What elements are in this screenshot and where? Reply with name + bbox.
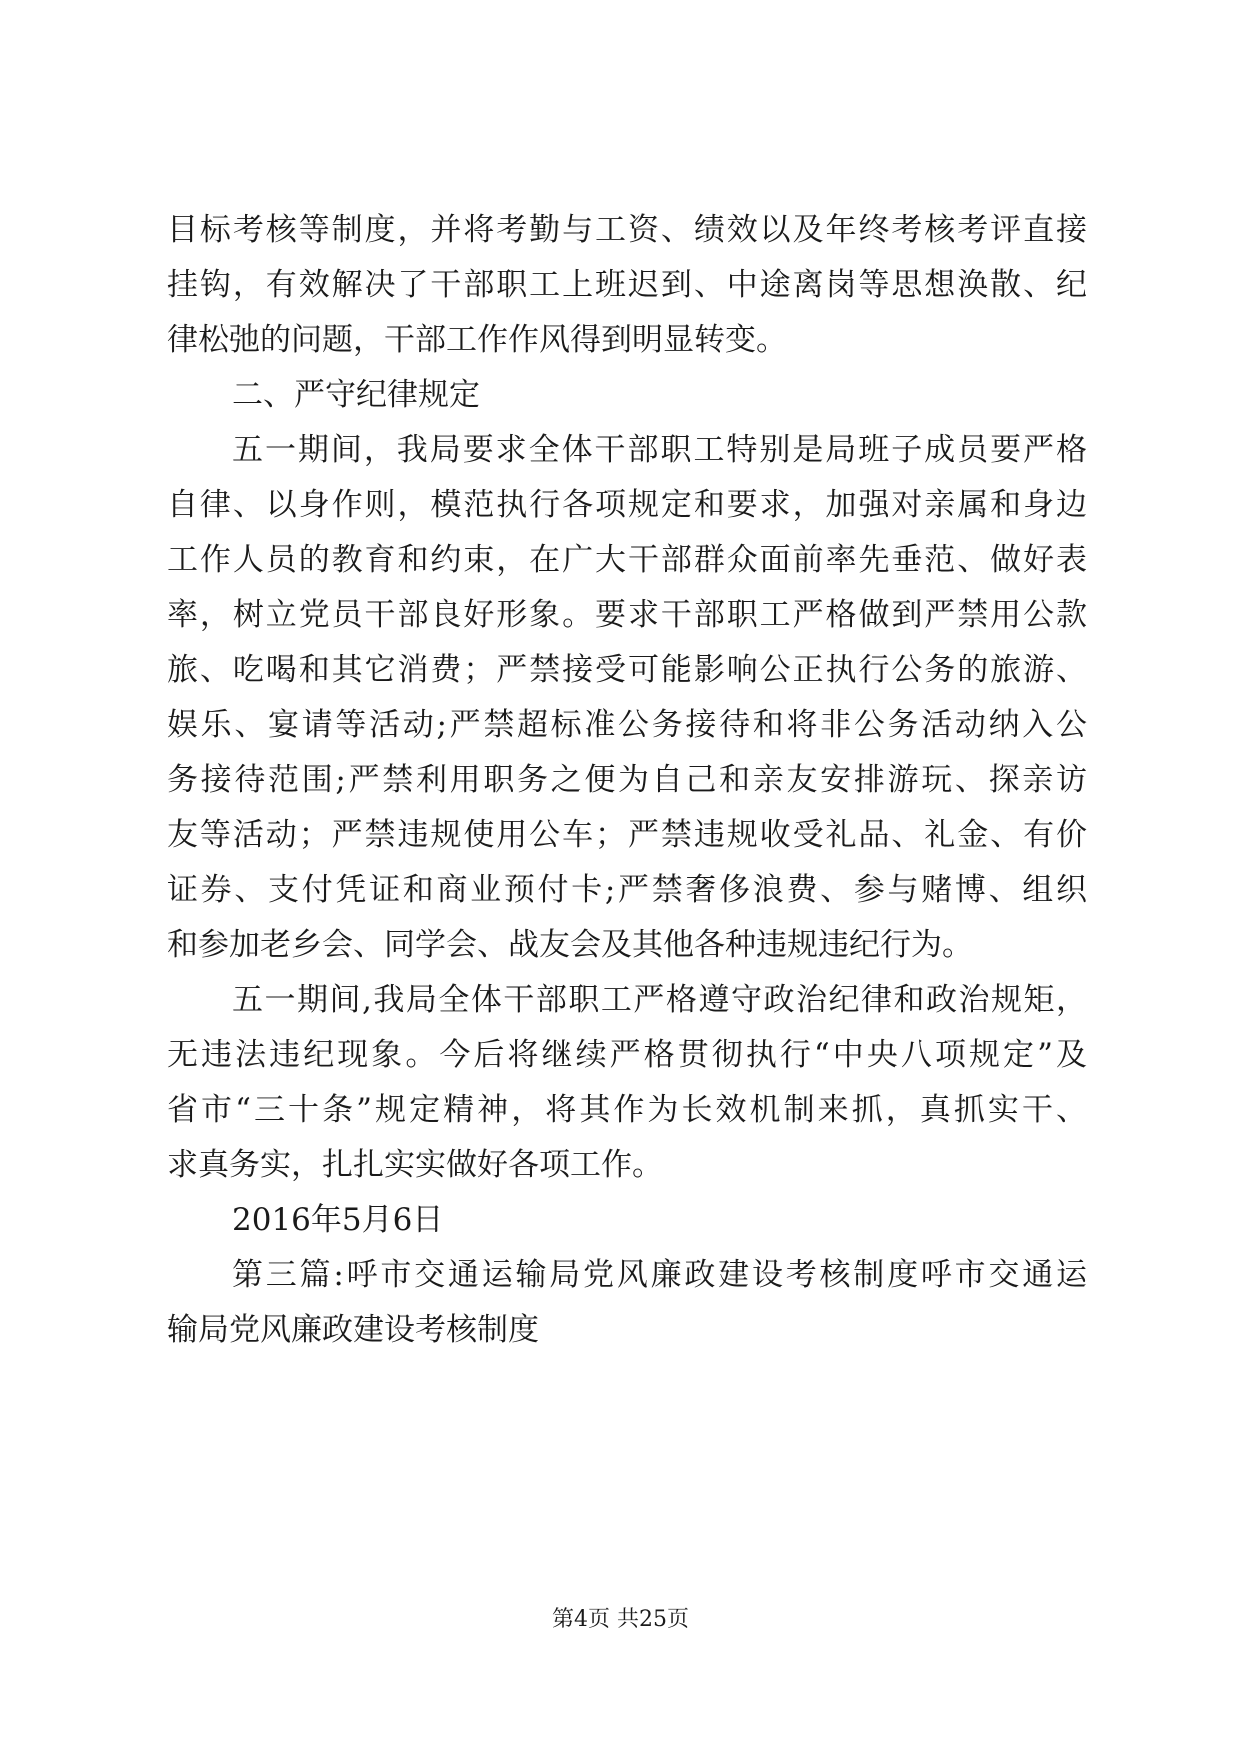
paragraph-line: 工作人员的教育和约束，在广大干部群众面前率先垂范、做好表 bbox=[167, 542, 1087, 578]
section-heading: 二、严守纪律规定 bbox=[232, 377, 480, 413]
section-title-line: 第三篇:呼市交通运输局党风廉政建设考核制度呼市交通运 bbox=[232, 1257, 1087, 1293]
date-line: 2016年5月6日 bbox=[232, 1202, 444, 1238]
paragraph-line: 务接待范围;严禁利用职务之便为自己和亲友安排游玩、探亲访 bbox=[167, 762, 1087, 798]
paragraph-line: 挂钩，有效解决了干部职工上班迟到、中途离岗等思想涣散、纪 bbox=[167, 267, 1087, 303]
paragraph-line: 律松弛的问题，干部工作作风得到明显转变。 bbox=[167, 322, 787, 358]
paragraph-line: 求真务实，扎扎实实做好各项工作。 bbox=[167, 1147, 663, 1183]
paragraph-line: 五一期间，我局要求全体干部职工特别是局班子成员要严格 bbox=[232, 432, 1087, 468]
paragraph-line: 友等活动；严禁违规使用公车；严禁违规收受礼品、礼金、有价 bbox=[167, 817, 1087, 853]
paragraph-line: 和参加老乡会、同学会、战友会及其他各种违规违纪行为。 bbox=[167, 927, 973, 963]
paragraph-line: 率，树立党员干部良好形象。要求干部职工严格做到严禁用公款 bbox=[167, 597, 1087, 633]
paragraph-line: 娱乐、宴请等活动;严禁超标准公务接待和将非公务活动纳入公 bbox=[167, 707, 1087, 743]
paragraph-line: 五一期间,我局全体干部职工严格遵守政治纪律和政治规矩， bbox=[232, 982, 1087, 1018]
paragraph-line: 目标考核等制度，并将考勤与工资、绩效以及年终考核考评直接 bbox=[167, 212, 1087, 248]
paragraph-line: 无违法违纪现象。今后将继续严格贯彻执行“中央八项规定”及 bbox=[167, 1037, 1087, 1073]
page-number: 第4页 共25页 bbox=[552, 1607, 689, 1632]
paragraph-line: 证券、支付凭证和商业预付卡;严禁奢侈浪费、参与赌博、组织 bbox=[167, 872, 1087, 908]
section-title-line: 输局党风廉政建设考核制度 bbox=[167, 1312, 539, 1348]
paragraph-line: 自律、以身作则，模范执行各项规定和要求，加强对亲属和身边 bbox=[167, 487, 1087, 523]
paragraph-line: 省市“三十条”规定精神，将其作为长效机制来抓，真抓实干、 bbox=[167, 1092, 1087, 1128]
paragraph-line: 旅、吃喝和其它消费；严禁接受可能影响公正执行公务的旅游、 bbox=[167, 652, 1087, 688]
